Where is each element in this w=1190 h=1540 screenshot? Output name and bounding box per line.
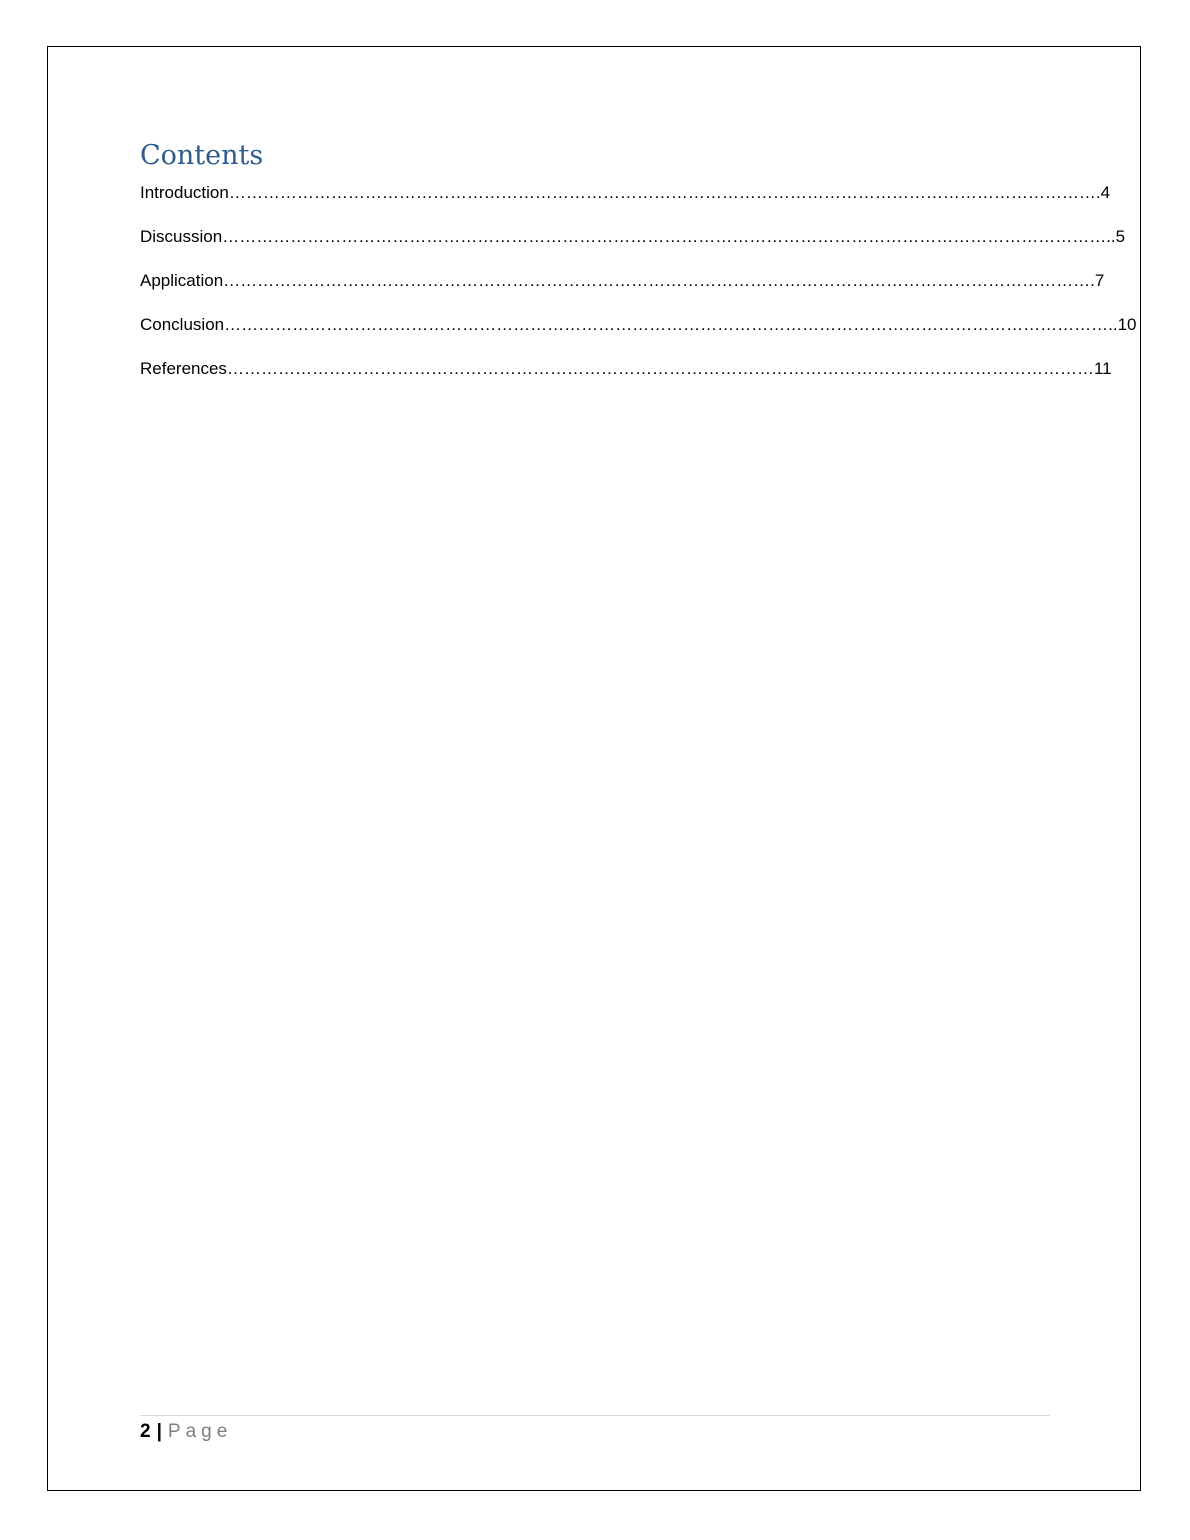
toc-entry-page: 10 (1117, 315, 1137, 334)
toc-entry[interactable] (140, 312, 1137, 356)
toc-entry-label: Discussion (140, 227, 223, 246)
toc-dot-leader: ………………………………………………………………………………………………………………………………………. (228, 183, 1101, 202)
toc-entry-page: 4 (1100, 183, 1111, 202)
toc-entry-page: 5 (1115, 227, 1126, 246)
toc-entry[interactable] (140, 356, 1112, 400)
toc-entry-label: Introduction (140, 183, 229, 202)
footer-page-word: Page (167, 1421, 233, 1442)
toc-dot-leader: ………………………………………………………………………………………………………………………………………….. (222, 227, 1116, 246)
page-footer (140, 1419, 232, 1445)
toc-list (140, 180, 1137, 400)
toc-dot-leader: ……………………………………………………………………………………………………………………………………… (226, 359, 1094, 378)
footer-page-number: 2 (140, 1421, 151, 1442)
toc-entry-page: 11 (1093, 359, 1112, 378)
toc-dot-leader: ………………………………………………………………………………………………………………………………………….. (224, 315, 1118, 334)
footer-rule (140, 1415, 1050, 1416)
toc-entry[interactable] (140, 224, 1126, 268)
toc-entry-page: 7 (1094, 271, 1105, 290)
toc-entry-label: Application (140, 271, 224, 290)
toc-entry-label: Conclusion (140, 315, 225, 334)
toc-entry-label: References (140, 359, 227, 378)
toc-dot-leader: ………………………………………………………………………………………………………………………………………. (223, 271, 1095, 290)
toc-entry[interactable] (140, 268, 1105, 312)
footer-separator: | (156, 1421, 162, 1442)
toc-entry[interactable] (140, 180, 1111, 224)
toc-title: Contents (140, 140, 264, 171)
